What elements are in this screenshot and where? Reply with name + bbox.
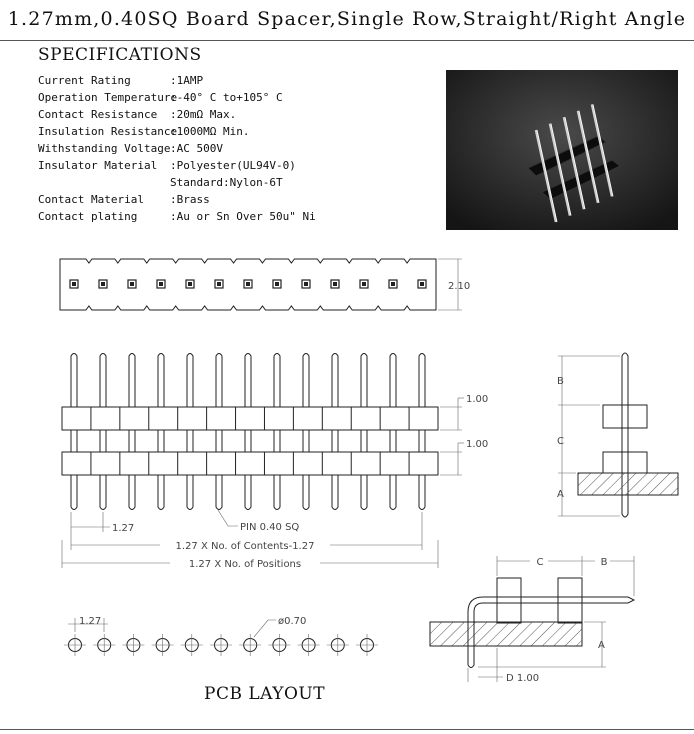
pin-core bbox=[217, 282, 221, 286]
pin-upper bbox=[245, 354, 251, 408]
pin-lower bbox=[332, 475, 338, 510]
bottom-divider bbox=[0, 729, 694, 730]
spacer-block bbox=[62, 452, 438, 475]
pin-upper bbox=[216, 354, 222, 408]
spacer-height-upper-label: 1.00 bbox=[466, 394, 489, 405]
spec-label: Insulation Resistance bbox=[38, 125, 178, 138]
leader-line bbox=[218, 510, 238, 526]
side-spacer bbox=[603, 405, 647, 428]
pin-upper bbox=[390, 354, 396, 408]
pin-upper bbox=[158, 354, 164, 408]
pin-lower bbox=[361, 475, 367, 510]
pin-lower bbox=[419, 475, 425, 510]
pin-upper bbox=[71, 354, 77, 408]
ra-a-label: A bbox=[598, 640, 605, 651]
pin-lower bbox=[274, 475, 280, 510]
pin-upper bbox=[303, 354, 309, 408]
pcb-pitch-label: 1.27 bbox=[79, 616, 102, 627]
ra-d-label: D 1.00 bbox=[506, 673, 540, 684]
pin-lower bbox=[158, 475, 164, 510]
spec-value: Standard:Nylon-6T bbox=[170, 176, 283, 189]
contacts-dimension-label: 1.27 X No. of Contents-1.27 bbox=[175, 541, 315, 552]
side-view-drawing bbox=[557, 353, 678, 517]
spec-value: :AC 500V bbox=[170, 142, 223, 155]
specifications-heading: SPECIFICATIONS bbox=[38, 45, 202, 65]
spec-label: Contact Resistance bbox=[38, 108, 158, 121]
hole-diameter-label: ø0.70 bbox=[278, 616, 307, 627]
pin-core bbox=[304, 282, 308, 286]
pin-core bbox=[188, 282, 192, 286]
page-title: 1.27mm,0.40SQ Board Spacer,Single Row,Straight/Right Angle bbox=[7, 8, 687, 30]
side-a-label: A bbox=[557, 489, 564, 500]
spec-label: Insulator Material bbox=[38, 159, 158, 172]
spec-value: :20mΩ Max. bbox=[170, 108, 237, 121]
pin-core bbox=[362, 282, 366, 286]
spec-value: :-40° C to+105° C bbox=[170, 91, 283, 104]
pin-upper bbox=[187, 354, 193, 408]
pitch-label: 1.27 bbox=[112, 523, 135, 534]
pin-upper bbox=[274, 354, 280, 408]
ra-b-label: B bbox=[600, 557, 608, 568]
side-c-label: C bbox=[557, 436, 564, 447]
pin-lower bbox=[71, 475, 77, 510]
pin-core bbox=[391, 282, 395, 286]
pin-core bbox=[246, 282, 250, 286]
side-pcb bbox=[578, 473, 678, 495]
spec-value: :1000MΩ Min. bbox=[170, 125, 250, 138]
right-angle-view-drawing bbox=[430, 556, 634, 684]
pin-core bbox=[275, 282, 279, 286]
pin-upper bbox=[100, 354, 106, 408]
pin-lower bbox=[129, 475, 135, 510]
ra-spacer-right bbox=[558, 578, 582, 623]
side-spacer-lower bbox=[603, 452, 647, 473]
pin-core bbox=[101, 282, 105, 286]
pin-lower bbox=[245, 475, 251, 510]
height-dimension-label: 2.10 bbox=[448, 281, 471, 292]
pin-upper bbox=[361, 354, 367, 408]
pcb-layout-caption: PCB LAYOUT bbox=[204, 684, 326, 704]
pin-upper bbox=[129, 354, 135, 408]
spec-value: :Au or Sn Over 50u" Ni bbox=[170, 210, 316, 223]
spec-label: Operation Temperature bbox=[38, 91, 178, 104]
spacer-height-lower-label: 1.00 bbox=[466, 439, 489, 450]
ra-spacer-left bbox=[497, 578, 521, 623]
pin-lower bbox=[390, 475, 396, 510]
leader-line bbox=[254, 620, 276, 637]
pin-core bbox=[159, 282, 163, 286]
spec-value: :Polyester(UL94V-0) bbox=[170, 159, 296, 172]
spec-value: :1AMP bbox=[170, 74, 204, 87]
pin-lower bbox=[216, 475, 222, 510]
spec-label: Contact Material bbox=[38, 193, 144, 206]
pin-core bbox=[420, 282, 424, 286]
spec-label: Current Rating bbox=[38, 74, 131, 87]
ra-pcb bbox=[430, 622, 582, 646]
top-view-drawing bbox=[60, 259, 470, 310]
pin-upper bbox=[332, 354, 338, 408]
pin-upper bbox=[419, 354, 425, 408]
spec-label: Withstanding Voltage bbox=[38, 142, 171, 155]
pin-lower bbox=[100, 475, 106, 510]
pcb-layout-drawing bbox=[64, 616, 378, 656]
pin-size-label: PIN 0.40 SQ bbox=[240, 522, 300, 533]
pin-lower bbox=[187, 475, 193, 510]
pin-lower bbox=[303, 475, 309, 510]
front-view-drawing bbox=[62, 354, 488, 571]
pin-core bbox=[333, 282, 337, 286]
spec-label: Contact plating bbox=[38, 210, 138, 223]
side-b-label: B bbox=[557, 376, 564, 387]
pin-core bbox=[72, 282, 76, 286]
positions-dimension-label: 1.27 X No. of Positions bbox=[188, 559, 302, 570]
spec-value: :Brass bbox=[170, 193, 210, 206]
pin-core bbox=[130, 282, 134, 286]
spacer-block bbox=[62, 407, 438, 430]
ra-c-label: C bbox=[536, 557, 544, 568]
